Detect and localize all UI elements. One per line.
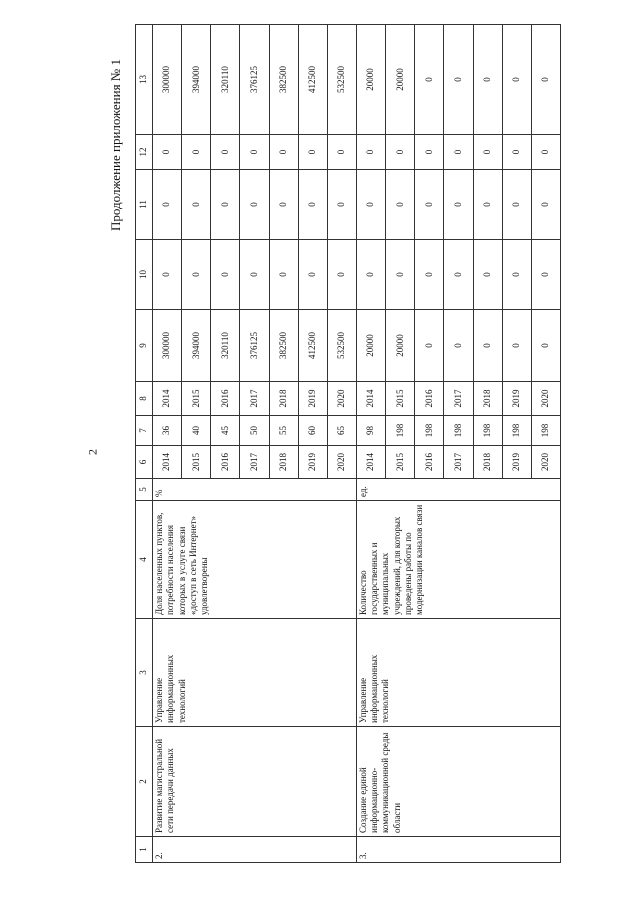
- cell-c10: 0: [356, 240, 385, 310]
- cell-value: 55: [269, 416, 298, 446]
- cell-total: 0: [473, 310, 502, 382]
- column-header: 2: [136, 727, 153, 837]
- row-number: 3.: [356, 837, 560, 863]
- cell-year: 2018: [269, 446, 298, 479]
- unit: ед.: [356, 479, 560, 501]
- cell-c12: 0: [531, 135, 560, 170]
- cell-fin_year: 2020: [531, 382, 560, 416]
- cell-c11: 0: [531, 170, 560, 240]
- cell-c11: 0: [415, 170, 444, 240]
- cell-value: 60: [298, 416, 327, 446]
- page-number: 2: [85, 449, 100, 455]
- cell-total: 20000: [356, 310, 385, 382]
- indicator-name: Количество государственных и муниципальных учреждений, для которых проведены работы по модернизации каналов связи: [356, 501, 560, 619]
- cell-fin_year: 2019: [298, 382, 327, 416]
- cell-value: 50: [240, 416, 269, 446]
- cell-c13: 0: [473, 25, 502, 135]
- cell-c11: 0: [153, 170, 182, 240]
- cell-year: 2019: [502, 446, 531, 479]
- cell-value: 98: [356, 416, 385, 446]
- cell-fin_year: 2020: [327, 382, 356, 416]
- cell-c10: 0: [444, 240, 473, 310]
- column-header: 9: [136, 310, 153, 382]
- cell-c12: 0: [356, 135, 385, 170]
- table-row: [153, 25, 182, 863]
- cell-total: 0: [415, 310, 444, 382]
- cell-value: 198: [415, 416, 444, 446]
- cell-c11: 0: [298, 170, 327, 240]
- cell-total: 412500: [298, 310, 327, 382]
- cell-total: 376125: [240, 310, 269, 382]
- cell-c11: 0: [444, 170, 473, 240]
- cell-c11: 0: [211, 170, 240, 240]
- cell-c10: 0: [153, 240, 182, 310]
- cell-value: 198: [531, 416, 560, 446]
- column-header: 6: [136, 446, 153, 479]
- cell-c12: 0: [386, 135, 415, 170]
- cell-year: 2020: [327, 446, 356, 479]
- cell-fin_year: 2018: [473, 382, 502, 416]
- cell-c13: 20000: [386, 25, 415, 135]
- column-header: 4: [136, 501, 153, 619]
- cell-c12: 0: [269, 135, 298, 170]
- cell-c10: 0: [240, 240, 269, 310]
- column-header: 8: [136, 382, 153, 416]
- cell-total: 0: [502, 310, 531, 382]
- cell-total: 320110: [211, 310, 240, 382]
- cell-c10: 0: [269, 240, 298, 310]
- cell-c11: 0: [269, 170, 298, 240]
- cell-value: 198: [386, 416, 415, 446]
- cell-c12: 0: [240, 135, 269, 170]
- cell-c12: 0: [298, 135, 327, 170]
- cell-c12: 0: [444, 135, 473, 170]
- cell-total: 394000: [182, 310, 211, 382]
- cell-c13: 320110: [211, 25, 240, 135]
- executor-name: Управление информационных технологий: [153, 619, 357, 727]
- cell-year: 2017: [240, 446, 269, 479]
- cell-c10: 0: [473, 240, 502, 310]
- cell-c12: 0: [502, 135, 531, 170]
- cell-total: 20000: [386, 310, 415, 382]
- cell-year: 2019: [298, 446, 327, 479]
- cell-c13: 300000: [153, 25, 182, 135]
- column-header: 10: [136, 240, 153, 310]
- cell-year: 2017: [444, 446, 473, 479]
- cell-fin_year: 2016: [415, 382, 444, 416]
- cell-value: 40: [182, 416, 211, 446]
- cell-c10: 0: [386, 240, 415, 310]
- cell-fin_year: 2015: [182, 382, 211, 416]
- cell-c13: 0: [531, 25, 560, 135]
- measure-name: Создание единой информационно-коммуникационной среды области: [356, 727, 560, 837]
- column-header: 7: [136, 416, 153, 446]
- cell-value: 198: [502, 416, 531, 446]
- cell-c11: 0: [182, 170, 211, 240]
- cell-c12: 0: [327, 135, 356, 170]
- cell-year: 2020: [531, 446, 560, 479]
- cell-c10: 0: [182, 240, 211, 310]
- cell-c10: 0: [298, 240, 327, 310]
- header-row: [136, 25, 153, 863]
- table-body: [153, 25, 561, 863]
- cell-c11: 0: [473, 170, 502, 240]
- cell-c11: 0: [356, 170, 385, 240]
- cell-total: 532500: [327, 310, 356, 382]
- cell-fin_year: 2014: [153, 382, 182, 416]
- cell-total: 382500: [269, 310, 298, 382]
- cell-total: 300000: [153, 310, 182, 382]
- cell-value: 198: [444, 416, 473, 446]
- cell-c13: 0: [502, 25, 531, 135]
- measure-name: Развитие магистральной сети передачи данных: [153, 727, 357, 837]
- cell-fin_year: 2016: [211, 382, 240, 416]
- cell-total: 0: [444, 310, 473, 382]
- column-header: 12: [136, 135, 153, 170]
- column-header: 11: [136, 170, 153, 240]
- cell-c13: 20000: [356, 25, 385, 135]
- cell-c10: 0: [211, 240, 240, 310]
- cell-c10: 0: [327, 240, 356, 310]
- cell-c12: 0: [182, 135, 211, 170]
- row-number: 2.: [153, 837, 357, 863]
- cell-c13: 412500: [298, 25, 327, 135]
- cell-c11: 0: [386, 170, 415, 240]
- cell-fin_year: 2015: [386, 382, 415, 416]
- column-header: 1: [136, 837, 153, 863]
- cell-year: 2018: [473, 446, 502, 479]
- table-row: [356, 25, 385, 863]
- cell-total: 0: [531, 310, 560, 382]
- cell-c13: 382500: [269, 25, 298, 135]
- cell-c10: 0: [531, 240, 560, 310]
- cell-value: 65: [327, 416, 356, 446]
- continuation-title: Продолжение приложения № 1: [108, 59, 123, 231]
- cell-c13: 0: [444, 25, 473, 135]
- cell-fin_year: 2017: [444, 382, 473, 416]
- program-table: [135, 24, 561, 863]
- cell-c12: 0: [415, 135, 444, 170]
- cell-c13: 394000: [182, 25, 211, 135]
- cell-year: 2015: [182, 446, 211, 479]
- cell-c11: 0: [502, 170, 531, 240]
- cell-c10: 0: [415, 240, 444, 310]
- cell-c11: 0: [240, 170, 269, 240]
- cell-c12: 0: [211, 135, 240, 170]
- cell-fin_year: 2018: [269, 382, 298, 416]
- cell-value: 36: [153, 416, 182, 446]
- cell-c12: 0: [473, 135, 502, 170]
- cell-year: 2014: [356, 446, 385, 479]
- column-header: 13: [136, 25, 153, 135]
- cell-year: 2016: [211, 446, 240, 479]
- rotated-table-wrapper: [135, 25, 561, 863]
- cell-year: 2016: [415, 446, 444, 479]
- cell-fin_year: 2014: [356, 382, 385, 416]
- column-header: 3: [136, 619, 153, 727]
- cell-c13: 532500: [327, 25, 356, 135]
- cell-fin_year: 2019: [502, 382, 531, 416]
- cell-c12: 0: [153, 135, 182, 170]
- cell-c11: 0: [327, 170, 356, 240]
- cell-c10: 0: [502, 240, 531, 310]
- cell-value: 45: [211, 416, 240, 446]
- cell-c13: 376125: [240, 25, 269, 135]
- cell-year: 2014: [153, 446, 182, 479]
- cell-c13: 0: [415, 25, 444, 135]
- cell-fin_year: 2017: [240, 382, 269, 416]
- unit: %: [153, 479, 357, 501]
- executor-name: Управление информационных технологий: [356, 619, 560, 727]
- column-header: 5: [136, 479, 153, 501]
- cell-value: 198: [473, 416, 502, 446]
- indicator-name: Доля населенных пунктов, потребности населения которых в услуге связи «доступ в сеть Интернет» удовлетворены: [153, 501, 357, 619]
- cell-year: 2015: [386, 446, 415, 479]
